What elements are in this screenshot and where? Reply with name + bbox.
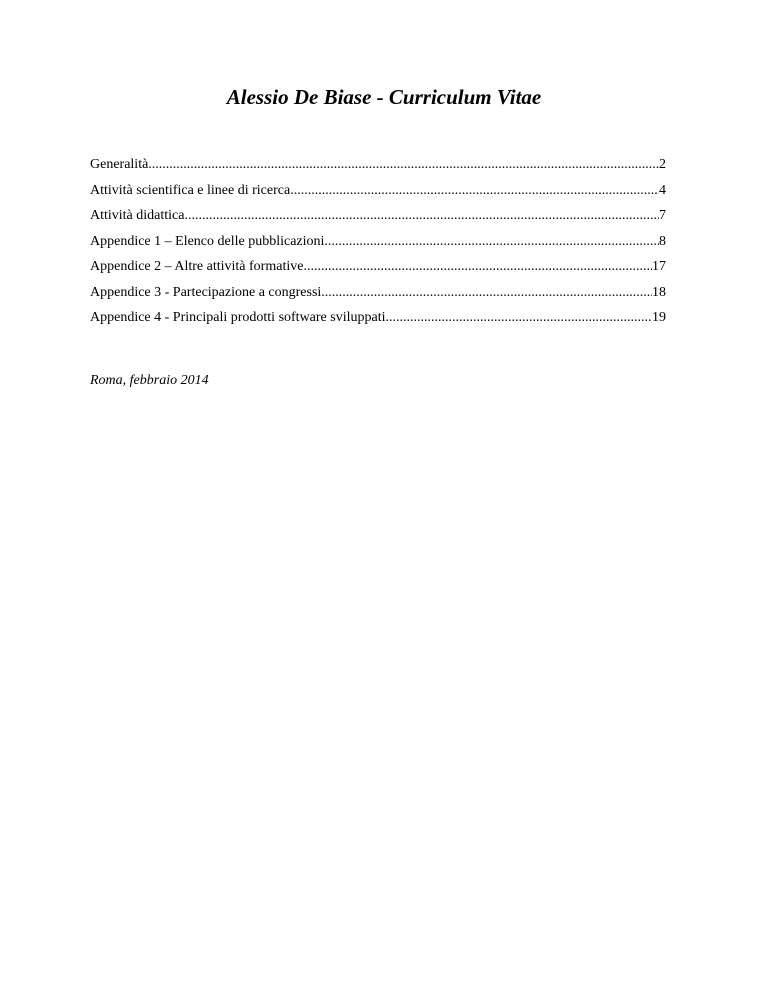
toc-page-number: 8 (659, 233, 666, 249)
toc-entry-appendice-1[interactable] (90, 232, 666, 258)
toc-page-number: 18 (652, 284, 666, 300)
toc-page-number: 4 (659, 182, 666, 198)
toc-entry-attivita-didattica[interactable] (90, 206, 666, 232)
toc-page-number: 19 (652, 310, 666, 325)
place-and-date: Roma, febbraio 2014 (90, 373, 209, 388)
toc-dot-leader (324, 232, 659, 252)
toc-dot-leader (184, 206, 659, 226)
toc-entry-appendice-4[interactable] (90, 308, 666, 334)
toc-entry-label: Appendice 3 - Partecipazione a congressi (90, 284, 322, 300)
toc-entry-label: Generalità (90, 157, 149, 172)
toc-entry-label: Appendice 2 – Altre attività formative (90, 259, 304, 274)
toc-dot-leader (290, 181, 659, 201)
toc-page-number: 17 (652, 259, 666, 274)
table-of-contents (90, 155, 666, 334)
toc-dot-leader (386, 308, 653, 328)
toc-dot-leader (321, 283, 652, 303)
toc-dot-leader (148, 155, 659, 175)
toc-dot-leader (303, 257, 652, 277)
toc-entry-attivita-scientifica[interactable] (90, 181, 666, 207)
toc-entry-label: Appendice 1 – Elenco delle pubblicazioni (90, 233, 325, 249)
toc-entry-generalita[interactable] (90, 155, 666, 181)
toc-entry-label: Attività didattica (90, 208, 185, 223)
toc-entry-appendice-2[interactable] (90, 257, 666, 283)
toc-entry-appendice-3[interactable] (90, 283, 666, 309)
toc-page-number: 2 (659, 157, 666, 172)
toc-page-number: 7 (659, 208, 666, 223)
document-title: Alessio De Biase - Curriculum Vitae (226, 85, 542, 109)
toc-entry-label: Attività scientifica e linee di ricerca (90, 182, 291, 198)
toc-entry-label: Appendice 4 - Principali prodotti software sviluppati (90, 310, 386, 325)
